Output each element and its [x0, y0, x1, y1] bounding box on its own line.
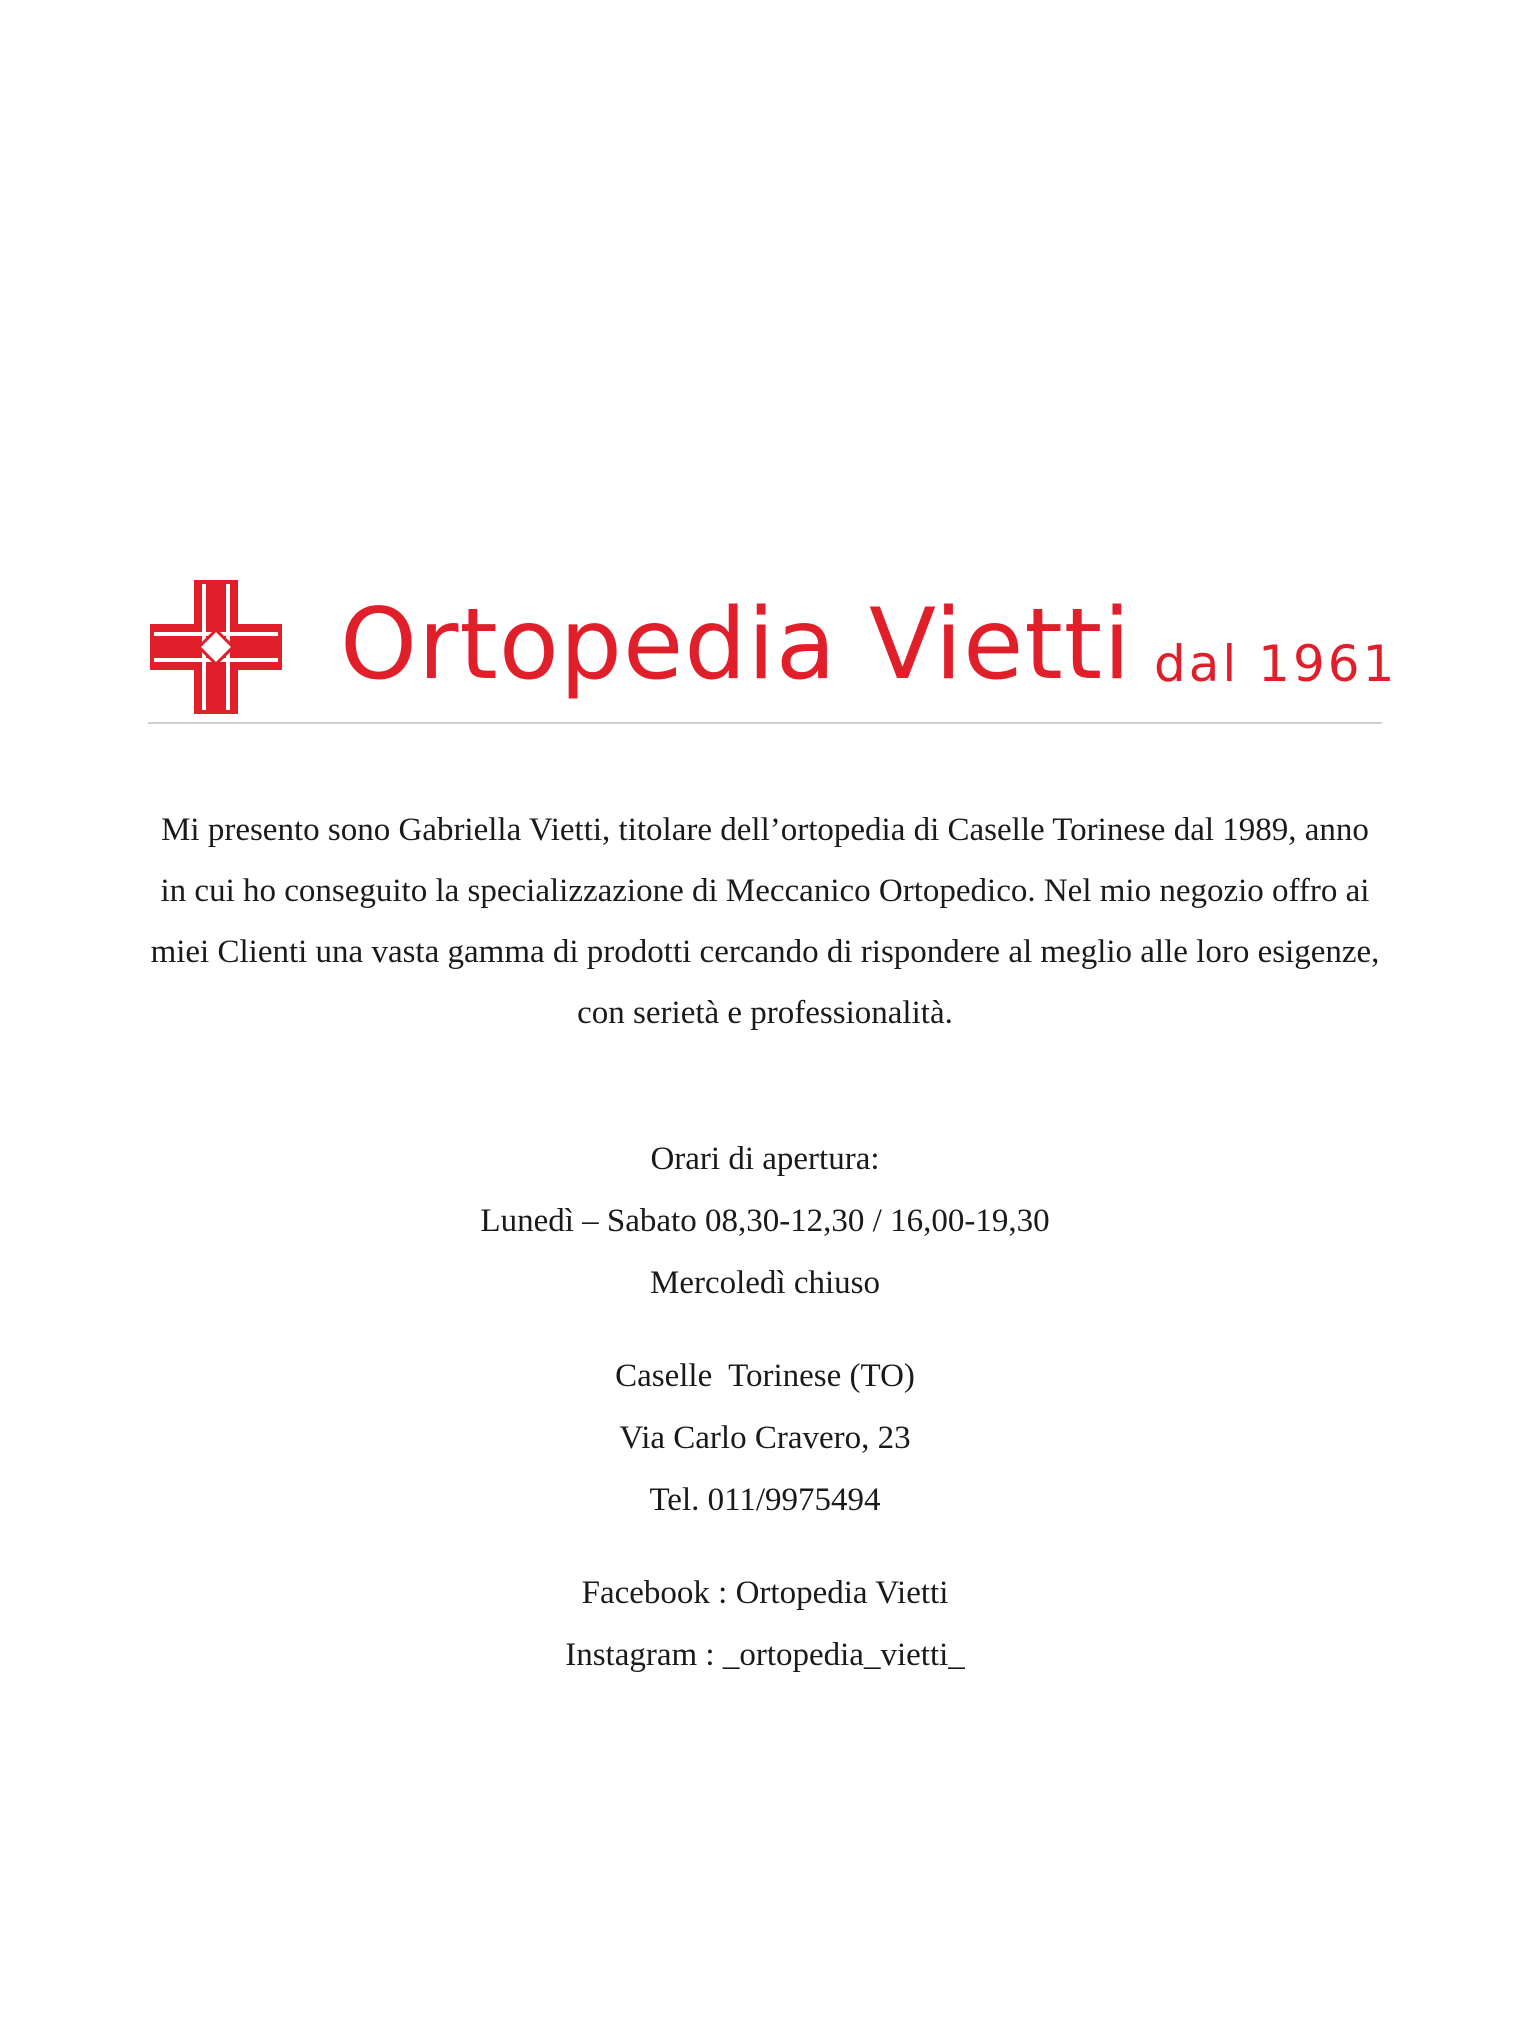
address-street: Via Carlo Cravero, 23: [619, 1420, 911, 1456]
opening-hours: [150, 1128, 1380, 1314]
brand-since: dal 1961: [1154, 635, 1398, 693]
address-block: [150, 1345, 1380, 1531]
facebook-handle: Facebook : Ortopedia Vietti: [581, 1575, 949, 1611]
brand-name: Ortopedia Vietti: [340, 588, 1132, 702]
hours-title: Orari di apertura:: [650, 1141, 880, 1177]
intro-paragraph: Mi presento sono Gabriella Vietti, titolare dell’ortopedia di Caselle Torinese dal 1989, anno in cui ho conseguito la specializzazione di Meccanico Ortopedico. Nel mio negozio offro ai miei Clienti una vasta gamma di prodotti cercando di rispondere al meglio alle loro esigenze, con serietà e professionalità.: [150, 812, 1380, 1031]
brand-logo: [150, 580, 1398, 720]
red-cross-icon: [150, 580, 282, 714]
address-city: Caselle Torinese (TO): [615, 1358, 915, 1394]
header-divider: [148, 722, 1382, 724]
social-block: [150, 1562, 1380, 1686]
phone-number: Tel. 011/9975494: [649, 1482, 881, 1518]
hours-closed-day: Mercoledì chiuso: [649, 1265, 881, 1301]
hours-schedule: Lunedì – Sabato 08,30-12,30 / 16,00-19,30: [480, 1203, 1050, 1239]
instagram-handle: Instagram : _ortopedia_vietti_: [565, 1637, 965, 1673]
